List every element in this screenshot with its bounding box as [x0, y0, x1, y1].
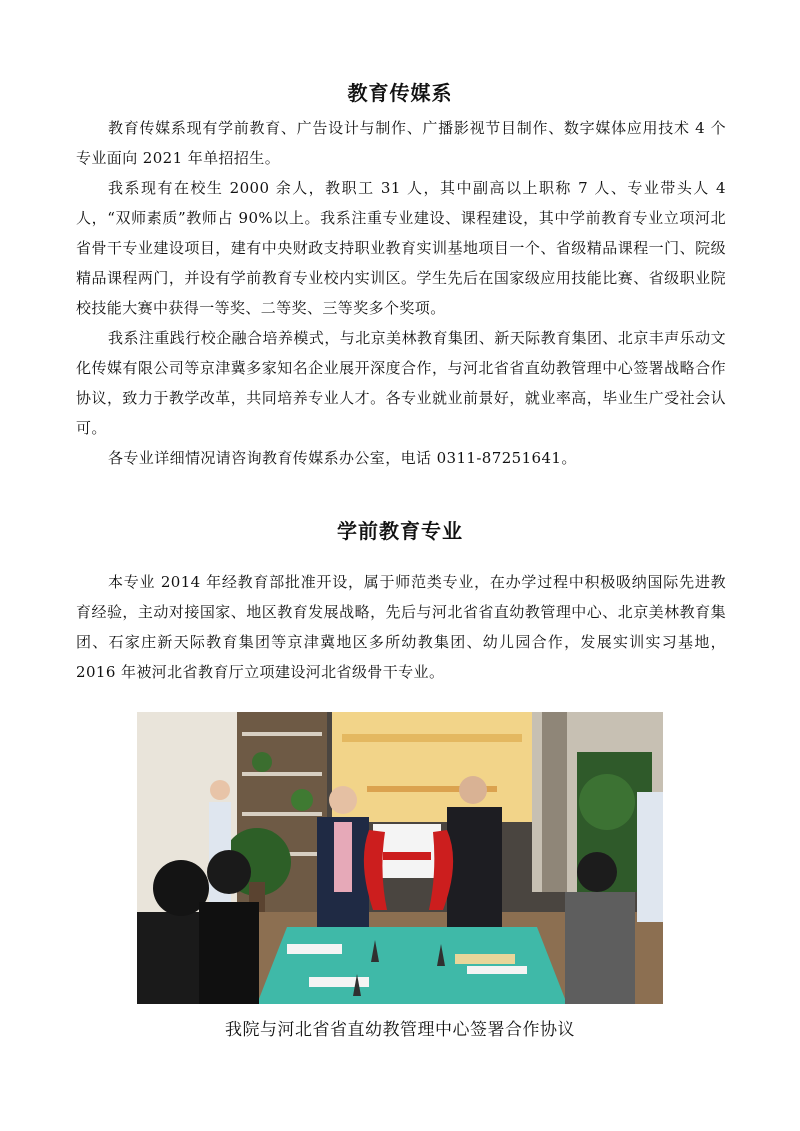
section-title-preschool: 学前教育专业: [337, 519, 463, 543]
section-title-media-dept: 教育传媒系: [347, 81, 453, 105]
signing-ceremony-photo: [137, 712, 663, 1004]
photo-caption: 我院与河北省省直幼教管理中心签署合作协议: [225, 1020, 575, 1040]
paragraph-faculty: 我系现有在校生 2000 余人，教职工 31 人，其中副高以上职称 7 人、专业带头人 4 人，“双师素质”教师占 90%以上。我系注重专业建设、课程建设，其中学前教育专业立项河北省骨干专业建设项目，建有中央财政支持职业教育实训基地项目一个、省级精品课程一门、院级精品课程两门，并设有学前教育专业校内实训区。学生先后在国家级应用技能比赛、省级职业院校技能大赛中获得一等奖、二等奖、三等奖多个奖项。: [76, 179, 726, 317]
paragraph-contact: 各专业详细情况请咨询教育传媒系办公室，电话 0311-87251641。: [108, 449, 577, 467]
paragraph-cooperation: 我系注重践行校企融合培养模式，与北京美林教育集团、新天际教育集团、北京丰声乐动文化传媒有限公司等京津冀多家知名企业展开深度合作，与河北省省直幼教管理中心签署战略合作协议，致力于教学改革，共同培养专业人才。各专业就业前景好，就业率高，毕业生广受社会认可。: [76, 329, 726, 437]
paragraph-preschool: 本专业 2014 年经教育部批准开设，属于师范类专业，在办学过程中积极吸纳国际先进教育经验，主动对接国家、地区教育发展战略，先后与河北省省直幼教管理中心、北京美林教育集团、石家庄新天际教育集团等京津冀地区多所幼教集团、幼儿园合作，发展实训实习基地，2016 年被河北省教育厅立项建设河北省级骨干专业。: [76, 573, 726, 681]
paragraph-intro: 教育传媒系现有学前教育、广告设计与制作、广播影视节目制作、数字媒体应用技术 4 个专业面向 2021 年单招招生。: [76, 119, 726, 167]
